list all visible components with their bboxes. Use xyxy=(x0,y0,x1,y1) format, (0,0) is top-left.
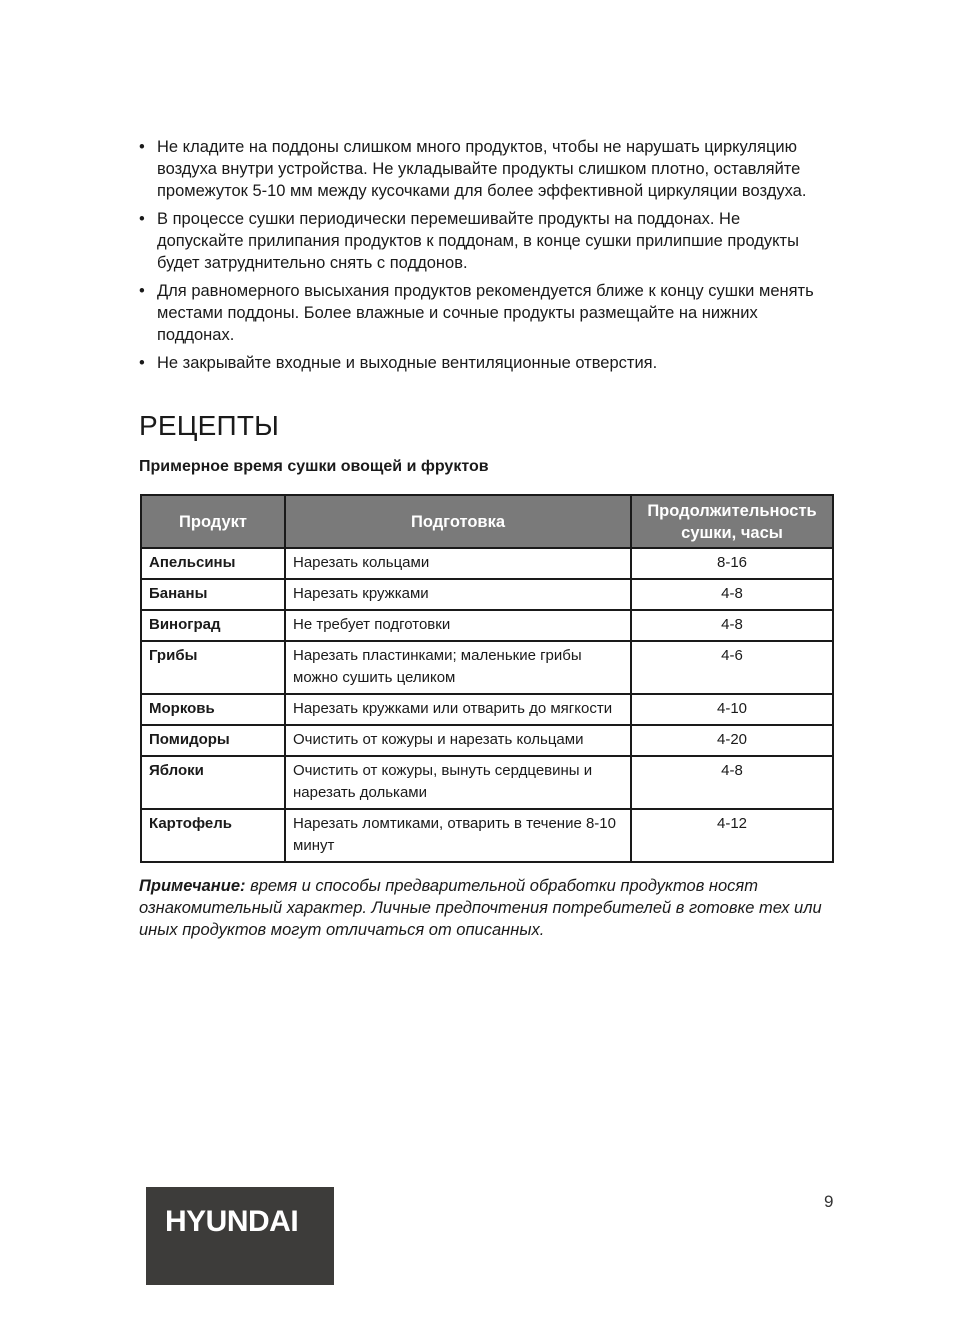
hyundai-logo xyxy=(146,1187,334,1285)
cell-product: Виноград xyxy=(141,610,285,641)
bullet-item xyxy=(139,136,829,202)
cell-product: Морковь xyxy=(141,694,285,725)
cell-product: Картофель xyxy=(141,809,285,862)
cell-preparation: Нарезать кружками xyxy=(285,579,631,610)
note-label: Примечание: xyxy=(139,877,246,895)
bullet-item xyxy=(139,280,829,346)
table-title: Примерное время сушки овощей и фруктов xyxy=(139,458,489,475)
table-header-row xyxy=(141,495,833,548)
section-title: РЕЦЕПТЫ xyxy=(139,410,280,441)
bullet-list xyxy=(139,136,829,380)
table-row xyxy=(141,809,833,862)
cell-preparation: Очистить от кожуры и нарезать кольцами xyxy=(285,725,631,756)
cell-preparation: Нарезать ломтиками, отварить в течение 8-10 минут xyxy=(285,809,631,862)
cell-duration: 4-8 xyxy=(631,579,833,610)
header-preparation: Подготовка xyxy=(285,495,631,548)
cell-preparation: Нарезать кольцами xyxy=(285,548,631,579)
bullet-text: Для равномерного высыхания продуктов рекомендуется ближе к концу сушки менять местами поддоны. Более влажные и сочные продукты размещайте на нижних поддонах. xyxy=(157,282,814,344)
bullet-symbol: • xyxy=(139,210,145,228)
table-row xyxy=(141,756,833,809)
page-number: 9 xyxy=(824,1192,834,1211)
table-row xyxy=(141,610,833,641)
bullet-item xyxy=(139,352,829,374)
cell-duration: 4-6 xyxy=(631,641,833,694)
cell-duration: 4-8 xyxy=(631,610,833,641)
bullet-symbol: • xyxy=(139,282,145,300)
cell-preparation: Нарезать пластинками; маленькие грибы можно сушить целиком xyxy=(285,641,631,694)
bullet-text: Не закрывайте входные и выходные вентиляционные отверстия. xyxy=(157,354,658,372)
bullet-text: Не кладите на поддоны слишком много продуктов, чтобы не нарушать циркуляцию воздуха внутри устройства. Не укладывайте продукты слишком плотно, оставляйте промежуток 5-10 мм между кусочками для более эффективной циркуляции воздуха. xyxy=(157,138,807,200)
cell-product: Грибы xyxy=(141,641,285,694)
bullet-symbol: • xyxy=(139,138,145,156)
note-paragraph xyxy=(139,875,839,941)
bullet-symbol: • xyxy=(139,354,145,372)
note-text: время и способы предварительной обработки продуктов носят ознакомительный характер. Личные предпочтения потребителей в готовке тех или иных продуктов могут отличаться от описанных. xyxy=(139,877,822,939)
cell-preparation: Нарезать кружками или отварить до мягкости xyxy=(285,694,631,725)
drying-time-table xyxy=(140,494,834,863)
cell-duration: 4-10 xyxy=(631,694,833,725)
table-row xyxy=(141,725,833,756)
bullet-item xyxy=(139,208,829,274)
cell-duration: 8-16 xyxy=(631,548,833,579)
cell-product: Бананы xyxy=(141,579,285,610)
cell-duration: 4-12 xyxy=(631,809,833,862)
table-row xyxy=(141,641,833,694)
cell-product: Яблоки xyxy=(141,756,285,809)
bullet-text: В процессе сушки периодически перемешивайте продукты на поддонах. Не допускайте прилипания продуктов к поддонам, в конце сушки прилипшие продукты будет затруднительно снять с поддонов. xyxy=(157,210,799,272)
table-row xyxy=(141,548,833,579)
table-row xyxy=(141,579,833,610)
header-product: Продукт xyxy=(141,495,285,548)
brand-text: HYUNDAI xyxy=(165,1205,299,1238)
cell-product: Помидоры xyxy=(141,725,285,756)
header-duration: Продолжительность сушки, часы xyxy=(631,495,833,548)
cell-preparation: Не требует подготовки xyxy=(285,610,631,641)
cell-preparation: Очистить от кожуры, вынуть сердцевины и нарезать дольками xyxy=(285,756,631,809)
cell-duration: 4-8 xyxy=(631,756,833,809)
table-row xyxy=(141,694,833,725)
cell-duration: 4-20 xyxy=(631,725,833,756)
cell-product: Апельсины xyxy=(141,548,285,579)
